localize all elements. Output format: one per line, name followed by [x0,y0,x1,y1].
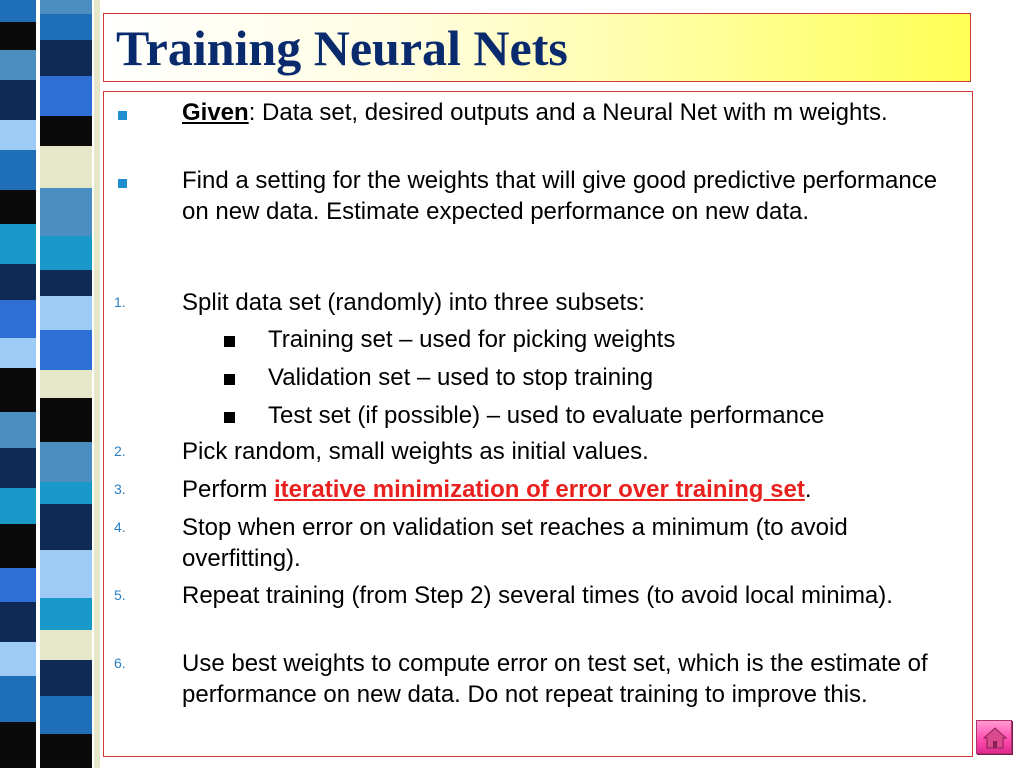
sub-bullet-marker [224,336,235,347]
bullet-text [182,97,962,128]
sub-bullet-marker [224,374,235,385]
step-text: Split data set (randomly) into three subsets: [182,289,645,316]
step-number: 1. [114,294,126,310]
slide-title: Training Neural Nets [116,20,568,76]
home-button[interactable] [976,720,1012,754]
bullet-marker [118,179,127,188]
bullet-text: Find a setting for the weights that will give good predictive performance on new data. Estimate expected performance on new data. [182,167,938,225]
sub-bullet-marker [224,412,235,423]
given-text: : Data set, desired outputs and a Neural Net with m weights. [248,99,888,126]
step-text: Stop when error on validation set reaches a minimum (to avoid overfitting). [182,514,848,572]
step-3-pre: Perform [182,476,275,503]
home-icon [983,727,1007,749]
bullet-marker [118,111,127,120]
step-text: Repeat training (from Step 2) several times (to avoid local minima). [182,582,893,609]
step-number: 6. [114,655,126,671]
subset-text: Validation set – used to stop training [268,364,654,391]
step-number: 3. [114,481,126,497]
stripes-graphic [0,0,100,768]
subset-text: Test set (if possible) – used to evaluate performance [268,402,825,429]
step-text: Use best weights to compute error on test set, which is the estimate of performance on new data. Do not repeat training to improve this. [182,650,928,708]
subset-text: Training set – used for picking weights [268,326,676,353]
title-box [103,13,971,82]
step-number: 4. [114,519,126,535]
step-3-post: . [804,476,812,503]
given-label: Given [182,99,249,126]
step-text: Pick random, small weights as initial values. [182,438,649,465]
content-box [103,91,973,757]
step-number: 2. [114,443,126,459]
step-3-emphasis: iterative minimization of error over training set [274,476,805,503]
step-text [182,474,962,505]
step-number: 5. [114,587,126,603]
decorative-stripes [0,0,100,768]
